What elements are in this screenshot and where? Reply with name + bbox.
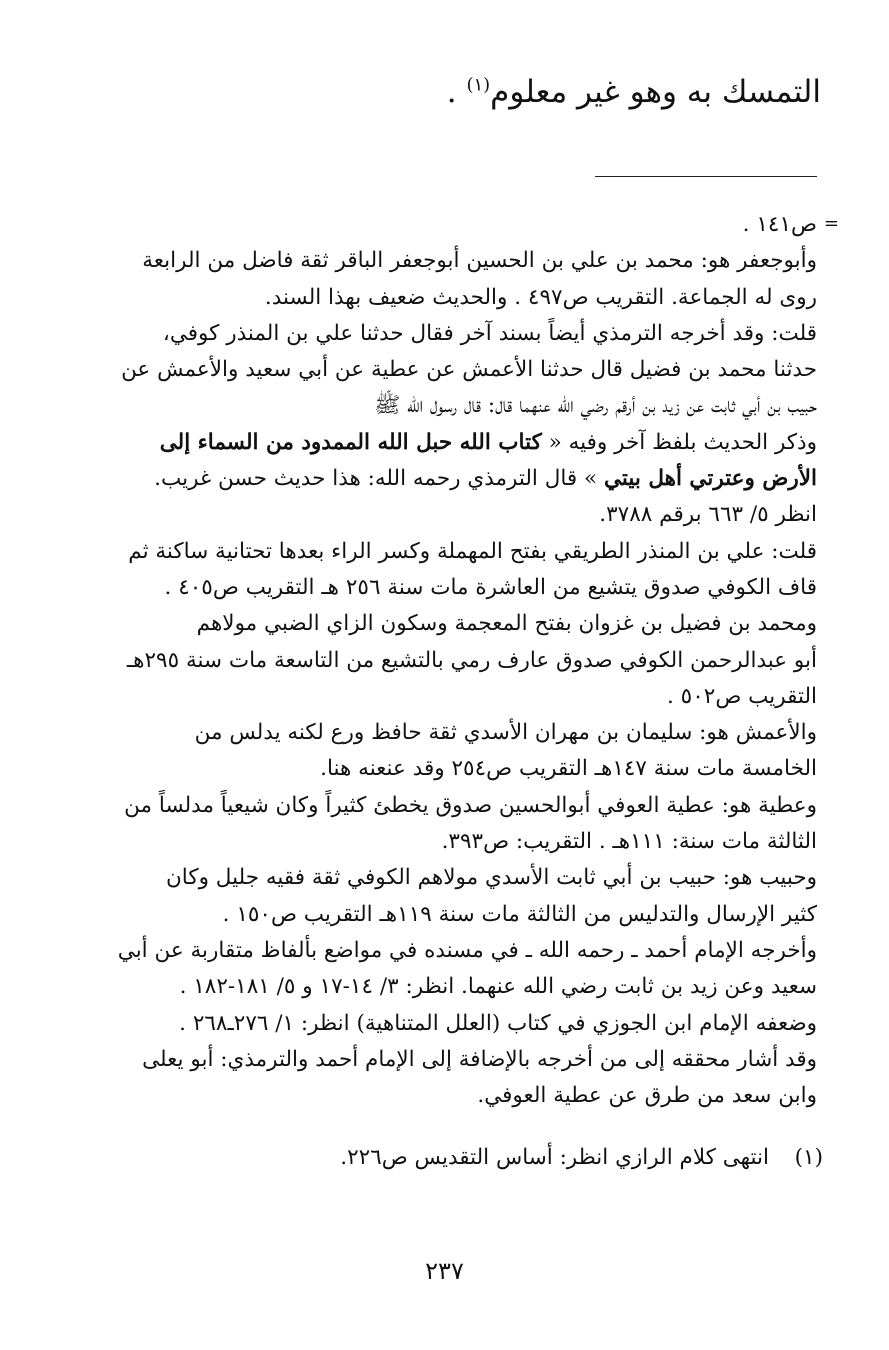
hadith-quote-bold-2: الأرض وعترتي أهل بيتي <box>603 466 817 492</box>
footnote-line-8 <box>117 461 817 497</box>
footnote-line-13: أبو عبدالرحمن الكوفي صدوق عارف رمي بالتشيع من التاسعة مات سنة ٢٩٥هـ <box>126 647 817 673</box>
footnote-line-23: وضعفه الإمام ابن الجوزي في كتاب (العلل المتناهية) انظر: ١/ ٢٧٦ـ٢٦٨ . <box>179 1010 817 1036</box>
footnote-separator <box>595 176 817 177</box>
footnote-line-14: التقريب ص٥٠٢ . <box>666 683 817 709</box>
footnote-line-5: حدثنا محمد بن فضيل قال حدثنا الأعمش عن عطية عن أبي سعيد والأعمش عن <box>121 357 817 383</box>
footnote-line-11: قاف الكوفي صدوق يتشيع من العاشرة مات سنة ٢٥٦ هـ التقريب ص٤٠٥ . <box>164 574 817 600</box>
footnote-line-21: وأخرجه الإمام أحمد ـ رحمه الله ـ في مسنده في مواضع بألفاظ متقاربة عن أبي <box>117 937 817 963</box>
footnote-line-9: انظر ٥/ ٦٦٣ برقم ٣٧٨٨. <box>599 502 817 528</box>
continuation-mark: = <box>823 213 839 234</box>
footnote-line-16: الخامسة مات سنة ١٤٧هـ التقريب ص٢٥٤ وقد عنعنه هنا. <box>320 756 817 782</box>
footnote-reference[interactable]: (١) <box>466 74 491 96</box>
footnote-line-25: وابن سعد من طرق عن عطية العوفي. <box>477 1083 817 1109</box>
footnote-continuation <box>117 207 817 1114</box>
footnote-line-12: ومحمد بن فضيل بن غزوان بفتح المعجمة وسكون الزاي الضبي مولاهم <box>196 611 817 637</box>
footnote-line-2: وأبوجعفر هو: محمد بن علي بن الحسين أبوجعفر الباقر ثقة فاضل من الرابعة <box>142 248 817 274</box>
footnote-line-3: روى له الجماعة. التقريب ص٤٩٧ . والحديث ضعيف بهذا السند. <box>264 284 817 310</box>
footnote-number: (١) <box>794 1145 823 1170</box>
footnote-text: انتهى كلام الرازي انظر: أساس التقديس ص٢٢٦. <box>340 1145 769 1170</box>
footnote-line-6: حبيب بن أبي ثابت عن زيد بن أرقم رضي الله عنهما قال: قال رسول الله ﷺ <box>374 393 817 419</box>
footnote-line-22: سعيد وعن زيد بن ثابت رضي الله عنهما. انظر: ٣/ ١٤-١٧ و ٥/ ١٨١-١٨٢ . <box>179 974 817 1000</box>
footnote-line-20: كثير الإرسال والتدليس من الثالثة مات سنة ١١٩هـ التقريب ص١٥٠ . <box>222 901 817 927</box>
footnote-line-7 <box>117 425 817 461</box>
footnote-line-4: قلت: وقد أخرجه الترمذي أيضاً بسند آخر فقال حدثنا علي بن المنذر كوفي، <box>162 320 817 346</box>
footnote-line-19: وحبيب هو: حبيب بن أبي ثابت الأسدي مولاهم الكوفي ثقة فقيه جليل وكان <box>166 865 817 891</box>
footnote-line-17: وعطية هو: عطية العوفي أبوالحسين صدوق يخطئ كثيراً وكان شيعياً مدلساً من <box>124 792 817 818</box>
footnote-line-8-tail: » قال الترمذي رحمه الله: هذا حديث حسن غريب. <box>154 466 604 492</box>
page-number: ٢٣٧ <box>425 1257 464 1285</box>
numbered-footnote <box>117 1140 823 1176</box>
footnote-line-10: قلت: علي بن المنذر الطريقي بفتح المهملة وكسر الراء بعدها تحتانية ساكنة ثم <box>128 538 817 564</box>
footnote-line-24: وقد أشار محققه إلى من أخرجه بالإضافة إلى الإمام أحمد والترمذي: أبو يعلى <box>142 1046 817 1072</box>
main-text-line <box>61 64 821 120</box>
footnote-line-15: والأعمش هو: سليمان بن مهران الأسدي ثقة حافظ ورع لكنه يدلس من <box>194 720 817 746</box>
hadith-quote-bold-1: كتاب الله حبل الله الممدود من السماء إلى <box>159 429 542 455</box>
footnote-line-1: ص١٤١ . <box>742 212 817 237</box>
main-text-end: . <box>446 74 467 110</box>
main-text: التمسك به وهو غير معلوم <box>490 74 821 110</box>
footnote-line-7-lead: وذكر الحديث بلفظ آخر وفيه « <box>541 429 817 455</box>
footnote-line-18: الثالثة مات سنة: ١١١هـ . التقريب: ص٣٩٣. <box>441 829 817 855</box>
